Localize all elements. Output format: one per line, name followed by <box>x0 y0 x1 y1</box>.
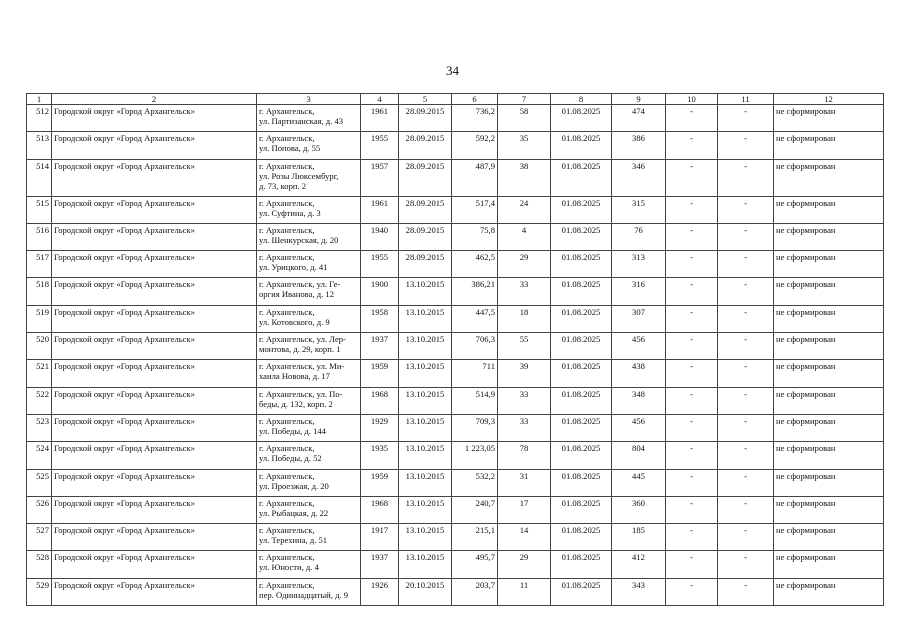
area-cell: 592,2 <box>452 132 498 159</box>
year-cell: 1968 <box>361 387 399 414</box>
date-cell: 13.10.2015 <box>399 278 452 305</box>
status-cell: не сформирован <box>774 278 884 305</box>
row-number-cell: 527 <box>27 524 52 551</box>
address-line: ул. Урицкого, д. 41 <box>259 262 328 273</box>
date-cell: 13.10.2015 <box>399 414 452 441</box>
date-cell: 28.09.2015 <box>399 251 452 278</box>
municipality-cell: Городской округ «Город Архангельск» <box>52 387 257 414</box>
address-line: г. Архангельск, <box>259 106 315 116</box>
value-cell: 313 <box>612 251 666 278</box>
dash-cell: - <box>718 278 774 305</box>
address-line: ул. Суфтина, д. 3 <box>259 207 321 218</box>
deadline-date-cell: 01.08.2025 <box>551 360 612 387</box>
year-cell: 1968 <box>361 496 399 523</box>
dash-cell: - <box>718 196 774 223</box>
row-number-cell: 525 <box>27 469 52 496</box>
date-cell: 13.10.2015 <box>399 551 452 578</box>
deadline-date-cell: 01.08.2025 <box>551 469 612 496</box>
municipality-cell: Городской округ «Город Архангельск» <box>52 223 257 250</box>
dash-cell: - <box>718 159 774 196</box>
area-cell: 215,1 <box>452 524 498 551</box>
value-cell: 804 <box>612 442 666 469</box>
table-row <box>27 278 884 305</box>
status-cell: не сформирован <box>774 551 884 578</box>
area-cell: 495,7 <box>452 551 498 578</box>
deadline-date-cell: 01.08.2025 <box>551 524 612 551</box>
address-line: ул. Попова, д. 55 <box>259 143 321 154</box>
status-cell: не сформирован <box>774 333 884 360</box>
year-cell: 1958 <box>361 305 399 332</box>
dash-cell: - <box>666 105 718 132</box>
deadline-date-cell: 01.08.2025 <box>551 196 612 223</box>
year-cell: 1929 <box>361 414 399 441</box>
area-cell: 240,7 <box>452 496 498 523</box>
address-cell <box>257 551 361 578</box>
address-cell <box>257 387 361 414</box>
count-cell: 4 <box>498 223 551 250</box>
date-cell: 28.09.2015 <box>399 196 452 223</box>
status-cell: не сформирован <box>774 442 884 469</box>
column-number-row <box>27 94 884 105</box>
table-row <box>27 387 884 414</box>
deadline-date-cell: 01.08.2025 <box>551 105 612 132</box>
dash-cell: - <box>718 387 774 414</box>
year-cell: 1955 <box>361 251 399 278</box>
row-number-cell: 523 <box>27 414 52 441</box>
column-header: 10 <box>666 94 718 105</box>
table-row <box>27 333 884 360</box>
value-cell: 316 <box>612 278 666 305</box>
row-number-cell: 512 <box>27 105 52 132</box>
address-cell <box>257 524 361 551</box>
address-cell <box>257 578 361 605</box>
deadline-date-cell: 01.08.2025 <box>551 551 612 578</box>
table-row <box>27 196 884 223</box>
deadline-date-cell: 01.08.2025 <box>551 578 612 605</box>
year-cell: 1959 <box>361 469 399 496</box>
dash-cell: - <box>666 196 718 223</box>
column-header: 4 <box>361 94 399 105</box>
status-cell: не сформирован <box>774 132 884 159</box>
dash-cell: - <box>666 223 718 250</box>
municipality-cell: Городской округ «Город Архангельск» <box>52 305 257 332</box>
date-cell: 28.09.2015 <box>399 132 452 159</box>
address-line: г. Архангельск, ул. По- <box>259 388 343 399</box>
row-number-cell: 528 <box>27 551 52 578</box>
table-row <box>27 469 884 496</box>
municipality-cell: Городской округ «Город Архангельск» <box>52 278 257 305</box>
deadline-date-cell: 01.08.2025 <box>551 132 612 159</box>
year-cell: 1959 <box>361 360 399 387</box>
year-cell: 1961 <box>361 105 399 132</box>
address-cell <box>257 251 361 278</box>
status-cell: не сформирован <box>774 387 884 414</box>
municipality-cell: Городской округ «Город Архангельск» <box>52 551 257 578</box>
dash-cell: - <box>718 360 774 387</box>
table-row <box>27 496 884 523</box>
value-cell: 456 <box>612 414 666 441</box>
year-cell: 1937 <box>361 333 399 360</box>
address-cell <box>257 196 361 223</box>
municipality-cell: Городской округ «Город Архангельск» <box>52 196 257 223</box>
address-line: г. Архангельск, <box>259 525 315 536</box>
address-line: ул. Рыбацкая, д. 22 <box>259 507 329 518</box>
dash-cell: - <box>718 223 774 250</box>
dash-cell: - <box>666 551 718 578</box>
area-cell: 386,21 <box>452 278 498 305</box>
table-row <box>27 251 884 278</box>
area-cell: 487,9 <box>452 159 498 196</box>
column-header: 3 <box>257 94 361 105</box>
address-line: ул. Шенкурская, д. 20 <box>259 234 339 245</box>
table-row <box>27 578 884 605</box>
count-cell: 38 <box>498 159 551 196</box>
address-line: г. Архангельск, <box>259 552 315 563</box>
dash-cell: - <box>666 387 718 414</box>
value-cell: 412 <box>612 551 666 578</box>
address-cell <box>257 469 361 496</box>
year-cell: 1937 <box>361 551 399 578</box>
value-cell: 76 <box>612 223 666 250</box>
status-cell: не сформирован <box>774 105 884 132</box>
date-cell: 13.10.2015 <box>399 524 452 551</box>
row-number-cell: 516 <box>27 223 52 250</box>
column-header: 5 <box>399 94 452 105</box>
value-cell: 315 <box>612 196 666 223</box>
area-cell: 532,2 <box>452 469 498 496</box>
address-cell <box>257 305 361 332</box>
table-row <box>27 223 884 250</box>
column-header: 11 <box>718 94 774 105</box>
count-cell: 11 <box>498 578 551 605</box>
address-line: г. Архангельск, <box>259 252 315 263</box>
address-cell <box>257 442 361 469</box>
row-number-cell: 518 <box>27 278 52 305</box>
page-number: 34 <box>446 63 459 78</box>
date-cell: 13.10.2015 <box>399 387 452 414</box>
area-cell: 447,5 <box>452 305 498 332</box>
table-row <box>27 414 884 441</box>
status-cell: не сформирован <box>774 414 884 441</box>
table-row <box>27 305 884 332</box>
area-cell: 75,8 <box>452 223 498 250</box>
column-header: 2 <box>52 94 257 105</box>
deadline-date-cell: 01.08.2025 <box>551 414 612 441</box>
dash-cell: - <box>718 578 774 605</box>
address-cell <box>257 223 361 250</box>
municipality-cell: Городской округ «Город Архангельск» <box>52 132 257 159</box>
date-cell: 13.10.2015 <box>399 469 452 496</box>
year-cell: 1926 <box>361 578 399 605</box>
address-line: г. Архангельск, <box>259 160 315 171</box>
column-header: 9 <box>612 94 666 105</box>
address-line: г. Архангельск, ул. Ге- <box>259 279 341 290</box>
address-line: пер. Одиннадцатый, д. 9 <box>259 589 349 600</box>
address-cell <box>257 360 361 387</box>
municipality-cell: Городской округ «Город Архангельск» <box>52 469 257 496</box>
area-cell: 514,9 <box>452 387 498 414</box>
address-line: г. Архангельск, ул. Лер- <box>259 334 346 345</box>
area-cell: 1 223,05 <box>452 442 498 469</box>
dash-cell: - <box>718 551 774 578</box>
address-line: ул. Проезжая, д. 20 <box>259 480 329 491</box>
count-cell: 33 <box>498 414 551 441</box>
status-cell: не сформирован <box>774 223 884 250</box>
column-header: 8 <box>551 94 612 105</box>
dash-cell: - <box>666 278 718 305</box>
column-header: 7 <box>498 94 551 105</box>
status-cell: не сформирован <box>774 251 884 278</box>
deadline-date-cell: 01.08.2025 <box>551 305 612 332</box>
date-cell: 13.10.2015 <box>399 496 452 523</box>
count-cell: 55 <box>498 333 551 360</box>
column-header: 1 <box>27 94 52 105</box>
count-cell: 39 <box>498 360 551 387</box>
dash-cell: - <box>666 524 718 551</box>
value-cell: 360 <box>612 496 666 523</box>
status-cell: не сформирован <box>774 305 884 332</box>
dash-cell: - <box>666 132 718 159</box>
date-cell: 13.10.2015 <box>399 333 452 360</box>
area-cell: 709,3 <box>452 414 498 441</box>
dash-cell: - <box>666 414 718 441</box>
address-line: ул. Победы, д. 52 <box>259 453 322 464</box>
row-number-cell: 526 <box>27 496 52 523</box>
dash-cell: - <box>718 333 774 360</box>
address-line: г. Архангельск, <box>259 497 315 508</box>
count-cell: 78 <box>498 442 551 469</box>
year-cell: 1955 <box>361 132 399 159</box>
municipality-cell: Городской округ «Город Архангельск» <box>52 105 257 132</box>
dash-cell: - <box>718 251 774 278</box>
row-number-cell: 517 <box>27 251 52 278</box>
deadline-date-cell: 01.08.2025 <box>551 333 612 360</box>
municipality-cell: Городской округ «Город Архангельск» <box>52 360 257 387</box>
address-cell <box>257 132 361 159</box>
value-cell: 185 <box>612 524 666 551</box>
row-number-cell: 513 <box>27 132 52 159</box>
address-line: г. Архангельск, ул. Ми- <box>259 361 345 372</box>
count-cell: 29 <box>498 551 551 578</box>
count-cell: 18 <box>498 305 551 332</box>
address-line: оргия Иванова, д. 12 <box>259 289 334 300</box>
dash-cell: - <box>666 333 718 360</box>
count-cell: 31 <box>498 469 551 496</box>
table-row <box>27 105 884 132</box>
row-number-cell: 521 <box>27 360 52 387</box>
table-row <box>27 524 884 551</box>
address-cell <box>257 105 361 132</box>
status-cell: не сформирован <box>774 196 884 223</box>
address-cell <box>257 333 361 360</box>
dash-cell: - <box>666 442 718 469</box>
row-number-cell: 524 <box>27 442 52 469</box>
date-cell: 13.10.2015 <box>399 305 452 332</box>
municipality-cell: Городской округ «Город Архангельск» <box>52 578 257 605</box>
municipality-cell: Городской округ «Город Архангельск» <box>52 159 257 196</box>
row-number-cell: 522 <box>27 387 52 414</box>
year-cell: 1917 <box>361 524 399 551</box>
count-cell: 17 <box>498 496 551 523</box>
address-cell <box>257 414 361 441</box>
row-number-cell: 519 <box>27 305 52 332</box>
status-cell: не сформирован <box>774 524 884 551</box>
count-cell: 14 <box>498 524 551 551</box>
row-number-cell: 529 <box>27 578 52 605</box>
value-cell: 346 <box>612 159 666 196</box>
deadline-date-cell: 01.08.2025 <box>551 496 612 523</box>
area-cell: 706,3 <box>452 333 498 360</box>
address-line: ул. Победы, д. 144 <box>259 425 326 436</box>
address-line: г. Архангельск, <box>259 306 315 317</box>
dash-cell: - <box>666 578 718 605</box>
date-cell: 28.09.2015 <box>399 159 452 196</box>
deadline-date-cell: 01.08.2025 <box>551 159 612 196</box>
address-line: ул. Партизанская, д. 43 <box>259 116 344 126</box>
area-cell: 517,4 <box>452 196 498 223</box>
municipality-cell: Городской округ «Город Архангельск» <box>52 251 257 278</box>
address-line: г. Архангельск, <box>259 579 315 590</box>
address-line: ул. Розы Люксембург, <box>259 170 339 181</box>
value-cell: 445 <box>612 469 666 496</box>
address-line: г. Архангельск, <box>259 133 315 144</box>
deadline-date-cell: 01.08.2025 <box>551 223 612 250</box>
dash-cell: - <box>666 469 718 496</box>
municipality-cell: Городской округ «Город Архангельск» <box>52 414 257 441</box>
row-number-cell: 520 <box>27 333 52 360</box>
status-cell: не сформирован <box>774 578 884 605</box>
row-number-cell: 514 <box>27 159 52 196</box>
address-line: хаила Новова, д. 17 <box>259 371 330 382</box>
date-cell: 20.10.2015 <box>399 578 452 605</box>
dash-cell: - <box>718 105 774 132</box>
dash-cell: - <box>666 305 718 332</box>
dash-cell: - <box>718 305 774 332</box>
year-cell: 1940 <box>361 223 399 250</box>
dash-cell: - <box>666 360 718 387</box>
value-cell: 438 <box>612 360 666 387</box>
address-line: г. Архангельск, <box>259 197 315 208</box>
dash-cell: - <box>666 251 718 278</box>
area-cell: 736,2 <box>452 105 498 132</box>
table-row <box>27 442 884 469</box>
deadline-date-cell: 01.08.2025 <box>551 278 612 305</box>
dash-cell: - <box>718 132 774 159</box>
area-cell: 711 <box>452 360 498 387</box>
municipality-cell: Городской округ «Город Архангельск» <box>52 333 257 360</box>
dash-cell: - <box>718 469 774 496</box>
value-cell: 386 <box>612 132 666 159</box>
status-cell: не сформирован <box>774 496 884 523</box>
date-cell: 28.09.2015 <box>399 223 452 250</box>
date-cell: 13.10.2015 <box>399 442 452 469</box>
dash-cell: - <box>718 496 774 523</box>
housing-register-table <box>26 93 884 606</box>
address-line: г. Архангельск, <box>259 443 315 454</box>
municipality-cell: Городской округ «Город Архангельск» <box>52 524 257 551</box>
count-cell: 24 <box>498 196 551 223</box>
address-line: г. Архангельск, <box>259 415 315 426</box>
municipality-cell: Городской округ «Город Архангельск» <box>52 442 257 469</box>
dash-cell: - <box>718 442 774 469</box>
count-cell: 29 <box>498 251 551 278</box>
status-cell: не сформирован <box>774 360 884 387</box>
table-row <box>27 551 884 578</box>
year-cell: 1961 <box>361 196 399 223</box>
count-cell: 33 <box>498 387 551 414</box>
address-line: беды, д. 132, корп. 2 <box>259 398 333 409</box>
year-cell: 1957 <box>361 159 399 196</box>
address-cell <box>257 278 361 305</box>
column-header: 12 <box>774 94 884 105</box>
date-cell: 28.09.2015 <box>399 105 452 132</box>
municipality-cell: Городской округ «Город Архангельск» <box>52 496 257 523</box>
address-line: г. Архангельск, <box>259 470 315 481</box>
value-cell: 348 <box>612 387 666 414</box>
status-cell: не сформирован <box>774 469 884 496</box>
count-cell: 58 <box>498 105 551 132</box>
address-line: ул. Котовского, д. 9 <box>259 316 330 327</box>
dash-cell: - <box>718 524 774 551</box>
address-cell <box>257 496 361 523</box>
address-line: ул. Терехина, д. 51 <box>259 535 328 546</box>
count-cell: 33 <box>498 278 551 305</box>
table-row <box>27 132 884 159</box>
year-cell: 1935 <box>361 442 399 469</box>
dash-cell: - <box>666 159 718 196</box>
status-cell: не сформирован <box>774 159 884 196</box>
address-line: д. 73, корп. 2 <box>259 180 307 191</box>
column-header: 6 <box>452 94 498 105</box>
address-cell <box>257 159 361 196</box>
deadline-date-cell: 01.08.2025 <box>551 251 612 278</box>
deadline-date-cell: 01.08.2025 <box>551 387 612 414</box>
dash-cell: - <box>666 496 718 523</box>
value-cell: 307 <box>612 305 666 332</box>
year-cell: 1900 <box>361 278 399 305</box>
value-cell: 343 <box>612 578 666 605</box>
area-cell: 462,5 <box>452 251 498 278</box>
table-row <box>27 159 884 196</box>
dash-cell: - <box>718 414 774 441</box>
date-cell: 13.10.2015 <box>399 360 452 387</box>
address-line: монтова, д. 29, корп. 1 <box>259 344 341 355</box>
value-cell: 474 <box>612 105 666 132</box>
row-number-cell: 515 <box>27 196 52 223</box>
value-cell: 456 <box>612 333 666 360</box>
table-row <box>27 360 884 387</box>
address-line: г. Архангельск, <box>259 224 315 235</box>
area-cell: 203,7 <box>452 578 498 605</box>
deadline-date-cell: 01.08.2025 <box>551 442 612 469</box>
address-line: ул. Юности, д. 4 <box>259 562 319 573</box>
count-cell: 35 <box>498 132 551 159</box>
